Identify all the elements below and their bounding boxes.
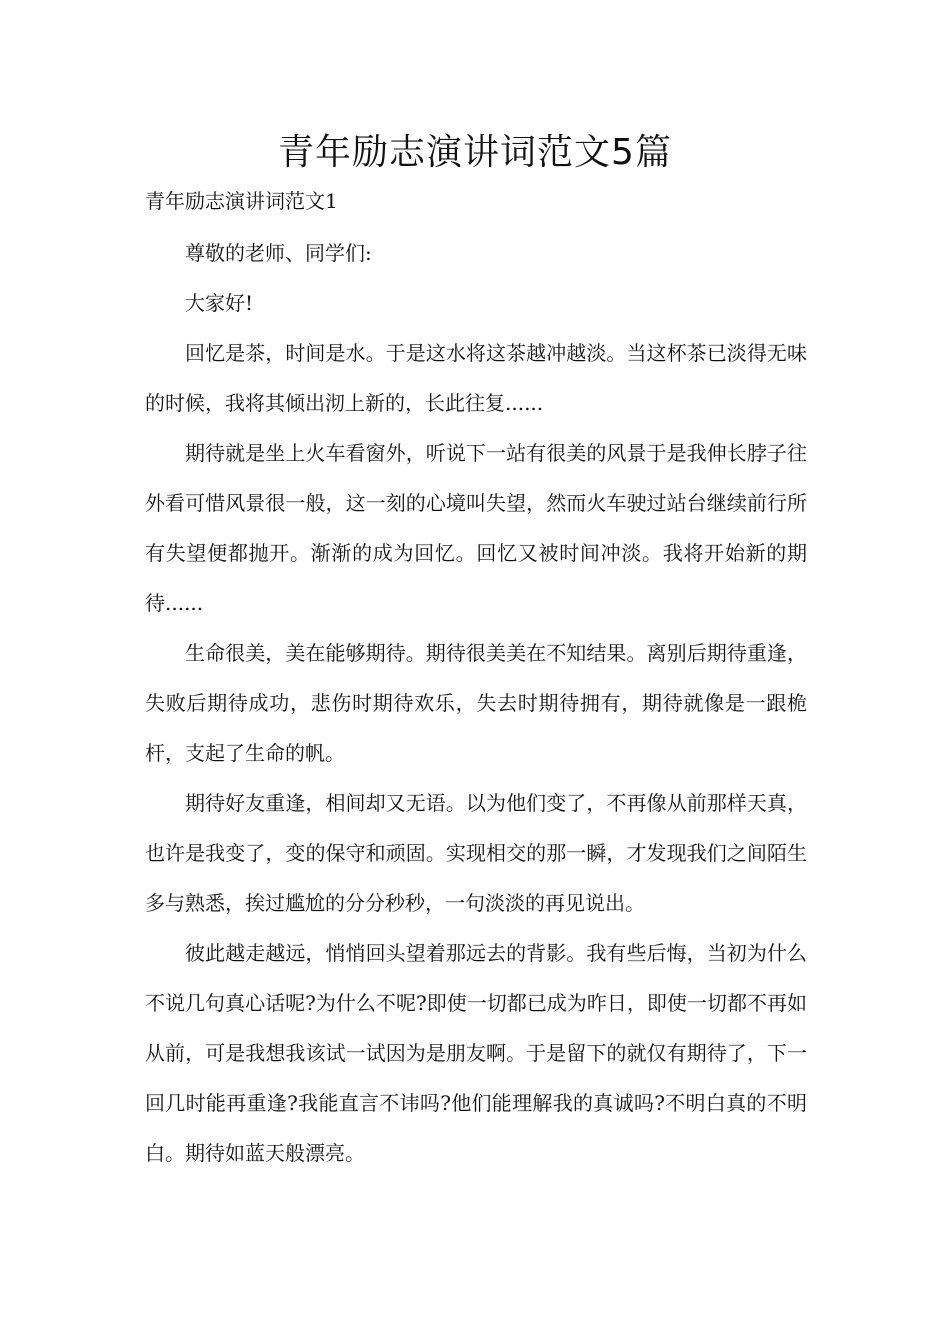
document-body (145, 228, 807, 1178)
document-title: 青年励志演讲词范文5篇 (278, 132, 672, 173)
salutation-paragraph: 大家好! (185, 291, 254, 315)
body-paragraph: 彼此越走越远，悄悄回头望着那远去的背影。我有些后悔，当初为什么不说几句真心话呢?为什么不呢?即使一切都已成为昨日，即使一切都不再如从前，可是我想我该试一试因为是朋友啊。于是留下的就仅有期待了，下一回几时能再重逢?我能直言不讳吗?他们能理解我的真诚吗?不明白真的不明白。期待如蓝天般漂亮。 (145, 941, 807, 1165)
body-paragraph: 生命很美，美在能够期待。期待很美美在不知结果。离别后期待重逢，失败后期待成功，悲伤时期待欢乐，失去时期待拥有，期待就像是一跟桅杆，支起了生命的帆。 (145, 641, 807, 765)
body-paragraph: 期待好友重逢，相间却又无语。以为他们变了，不再像从前那样天真，也许是我变了，变的保守和顽固。实现相交的那一瞬，才发现我们之间陌生多与熟悉，挨过尴尬的分分秒秒，一句淡淡的再见说出。 (145, 791, 807, 915)
body-paragraph: 回忆是茶，时间是水。于是这水将这茶越冲越淡。当这杯茶已淡得无味的时候，我将其倾出沏上新的，长此往复...... (145, 341, 807, 415)
greeting-paragraph: 尊敬的老师、同学们: (185, 241, 372, 265)
section-heading: 青年励志演讲词范文1 (145, 189, 338, 213)
body-paragraph: 期待就是坐上火车看窗外，听说下一站有很美的风景于是我伸长脖子往外看可惜风景很一般，这一刻的心境叫失望，然而火车驶过站台继续前行所有失望便都抛开。渐渐的成为回忆。回忆又被时间冲淡。我将开始新的期待...... (145, 441, 807, 615)
